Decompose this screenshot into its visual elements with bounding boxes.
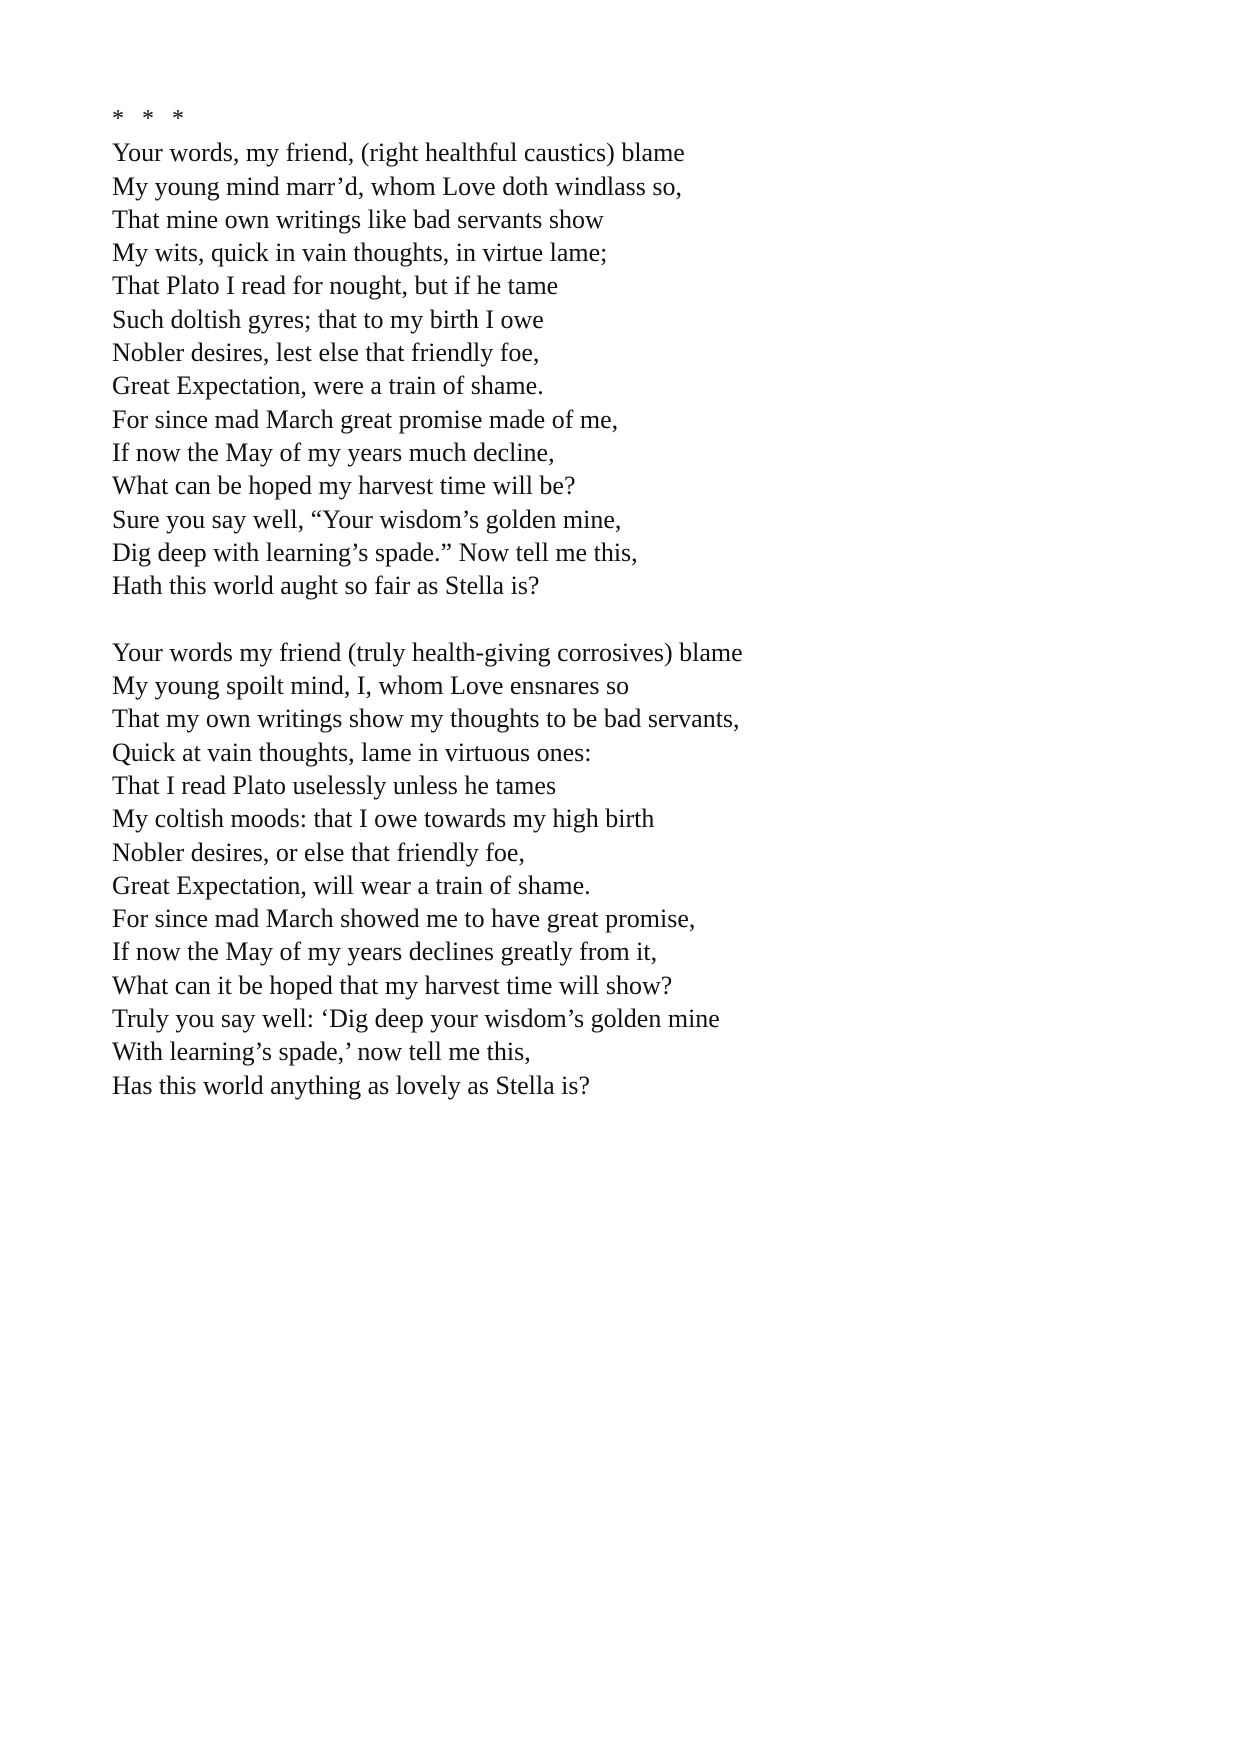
poem-body (112, 103, 1172, 1102)
poem-line: What can be hoped my harvest time will be? (112, 471, 576, 501)
poem-line: My young spoilt mind, I, whom Love ensnares so (112, 671, 630, 701)
poem-line: Quick at vain thoughts, lame in virtuous ones: (112, 737, 592, 767)
poem-line: With learning’s spade,’ now tell me this, (112, 1037, 531, 1067)
poem-line: Your words my friend (truly health-giving corrosives) blame (112, 637, 743, 667)
poem-line: Nobler desires, lest else that friendly foe, (112, 338, 540, 368)
modern-stanza (112, 636, 1172, 1102)
poem-line: What can it be hoped that my harvest time will show? (112, 970, 673, 1000)
poem-line: Your words, my friend, (right healthful caustics) blame (112, 138, 685, 168)
poem-line: Hath this world aught so fair as Stella is? (112, 571, 540, 601)
poem-line: For since mad March great promise made of me, (112, 404, 619, 434)
poem-line: Dig deep with learning’s spade.” Now tell me this, (112, 537, 638, 567)
poem-line: Great Expectation, were a train of shame. (112, 371, 544, 401)
poem-line: My young mind marr’d, whom Love doth windlass so, (112, 171, 683, 201)
stanza-gap (112, 602, 1172, 635)
poem-line: For since mad March showed me to have great promise, (112, 904, 696, 934)
poem-line: If now the May of my years declines greatly from it, (112, 937, 658, 967)
poem-line: Truly you say well: ‘Dig deep your wisdom’s golden mine (112, 1004, 720, 1034)
poem-line: Sure you say well, “Your wisdom’s golden mine, (112, 504, 622, 534)
poem-line: My coltish moods: that I owe towards my high birth (112, 804, 655, 834)
poem-line: That Plato I read for nought, but if he tame (112, 271, 559, 301)
poem-line: That I read Plato uselessly unless he tames (112, 770, 557, 800)
poem-line: That my own writings show my thoughts to be bad servants, (112, 704, 740, 734)
poem-line: Nobler desires, or else that friendly foe, (112, 837, 525, 867)
original-stanza (112, 136, 1172, 602)
poem-line: Great Expectation, will wear a train of shame. (112, 870, 591, 900)
poem-line: If now the May of my years much decline, (112, 437, 555, 467)
poem-line: My wits, quick in vain thoughts, in virtue lame; (112, 238, 608, 268)
poem-line: That mine own writings like bad servants show (112, 204, 604, 234)
section-separator: * * * (112, 106, 184, 132)
poem-line: Such doltish gyres; that to my birth I owe (112, 304, 544, 334)
poem-line: Has this world anything as lovely as Stella is? (112, 1070, 591, 1100)
